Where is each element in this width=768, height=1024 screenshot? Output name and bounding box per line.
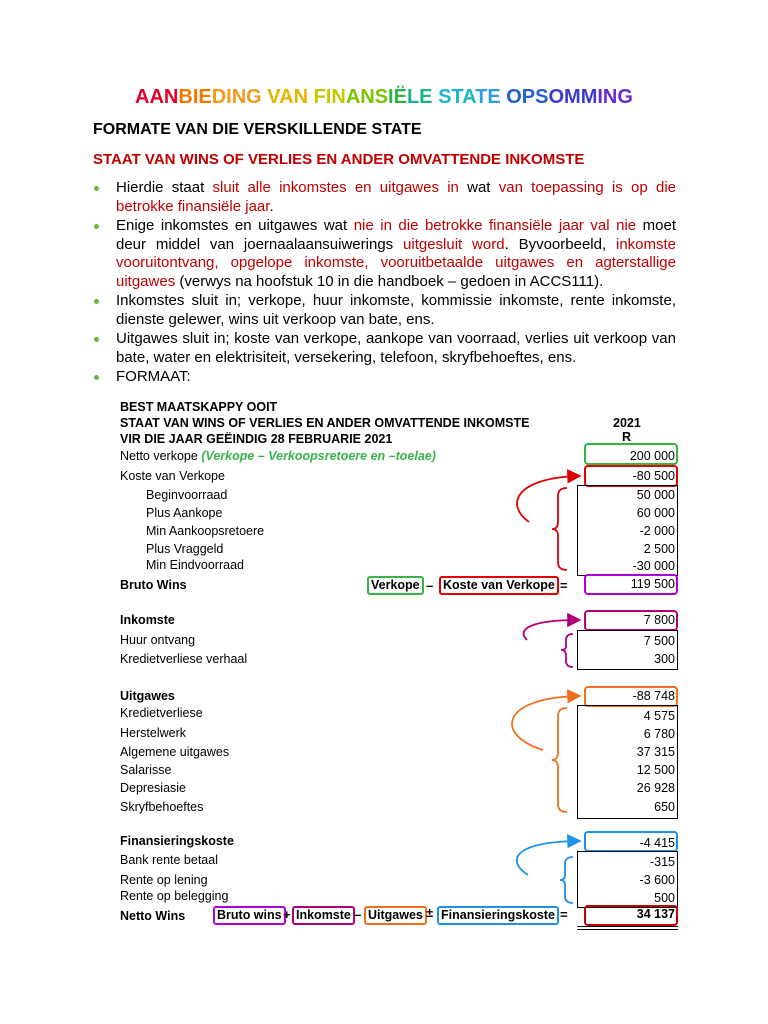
- kvv-item-value: -2 000: [639, 524, 675, 538]
- finkoste-item-label: Rente op belegging: [120, 889, 229, 903]
- bullet-3: Inkomstes sluit in; verkope, huur inkomste, kommissie inkomste, rente inkomste, dienste gelewer, wins uit verkoop van bate, ens.: [93, 292, 676, 329]
- kvv-item-value: 50 000: [636, 488, 675, 502]
- formula-minus: –: [354, 907, 362, 922]
- title-segment: AAN: [135, 86, 179, 108]
- formula-inkomste: Inkomste: [292, 906, 355, 925]
- uitgawes-item-value: 6 780: [643, 727, 675, 741]
- finkoste-item-value: -3 600: [639, 873, 675, 887]
- netto-wins-label: Netto Wins: [120, 909, 186, 923]
- title-segment: TE: [475, 86, 507, 108]
- title-segment: IË: [388, 86, 407, 108]
- red-brace: [552, 488, 567, 570]
- formula-bruto-wins: Bruto wins: [213, 906, 286, 925]
- finkoste-value: -4 415: [639, 836, 675, 850]
- uitgawes-item-value: 4 575: [643, 709, 675, 723]
- inkomste-item-label: Huur ontvang: [120, 633, 196, 647]
- bullet-4: Uitgawes sluit in; koste van verkope, aankope van voorraad, verlies uit verkoop van bate, water en elektrisiteit, versekering, telefoon, skryfbehoeftes, ens.: [93, 330, 676, 367]
- currency-header: R: [622, 430, 632, 444]
- bullet-2: Enige inkomstes en uitgawes wat nie in die betrokke finansiële jaar val nie moet deur middel van joernaalaansuiwerings uitgesluit word. Byvoorbeeld, inkomste vooruitontvang, opgelope inkomste, vooruitbetaalde uitgawes en agterstallige uitgawes (verwys na hoofstuk 10 in die handboek – gedoen in ACCS111).: [93, 217, 676, 291]
- statement-period: VIR DIE JAAR GEËINDIG 28 FEBRUARIE 2021: [120, 432, 393, 446]
- uitgawes-item-label: Kredietverliese: [120, 706, 203, 720]
- title-segment: OPS: [506, 86, 549, 108]
- kvv-item-label: Min Aankoopsretoere: [146, 524, 265, 538]
- blue-brace: [560, 857, 573, 903]
- uitgawes-item-value: 26 928: [636, 781, 675, 795]
- uitgawes-item-label: Algemene uitgawes: [120, 745, 230, 759]
- title-segment: ING: [597, 86, 633, 108]
- formula-equals: =: [560, 907, 568, 922]
- formula-finkoste: Finansieringskoste: [437, 906, 559, 925]
- statement-title: STAAT VAN WINS OF VERLIES EN ANDER OMVATTENDE INKOMSTE: [120, 416, 530, 430]
- finkoste-item-label: Bank rente betaal: [120, 853, 218, 867]
- title-segment: ANS: [345, 86, 389, 108]
- kvv-item-value: 2 500: [643, 542, 675, 556]
- title-segment: OMM: [548, 86, 598, 108]
- orange-arrow: [512, 696, 578, 750]
- finkoste-item-value: -315: [649, 855, 675, 869]
- title-segment: STA: [438, 86, 476, 108]
- kvv-item-value: -30 000: [632, 559, 675, 573]
- netto-verkope-note: (Verkope – Verkoopsretoere en –toelae): [201, 449, 436, 463]
- inkomste-label: Inkomste: [120, 613, 175, 627]
- section-heading: FORMATE VAN DIE VERSKILLENDE STATE: [93, 121, 422, 138]
- title-segment: FIN: [313, 86, 346, 108]
- magenta-arrow: [524, 620, 578, 640]
- title-segment: VAN: [261, 86, 314, 108]
- formula-verkope: Verkope: [367, 576, 424, 595]
- orange-brace: [552, 708, 567, 812]
- formula-kvv: Koste van Verkope: [439, 576, 559, 595]
- kvv-label: Koste van Verkope: [120, 469, 225, 483]
- bruto-wins-label: Bruto Wins: [120, 578, 187, 592]
- uitgawes-item-value: 12 500: [636, 763, 675, 777]
- subsection-heading: STAAT VAN WINS OF VERLIES EN ANDER OMVATTENDE INKOMSTE: [93, 151, 585, 168]
- magenta-brace: [561, 634, 573, 667]
- kvv-value: -80 500: [632, 469, 675, 483]
- red-arrow: [517, 476, 578, 522]
- inkomste-value: 7 800: [643, 613, 675, 627]
- uitgawes-item-value: 37 315: [636, 745, 675, 759]
- netto-verkope-label: Netto verkope (Verkope – Verkoopsretoere en –toelae): [120, 449, 436, 463]
- netto-wins-value: 34 137: [636, 907, 675, 921]
- title-segment: BIE: [178, 86, 212, 108]
- uitgawes-item-label: Salarisse: [120, 763, 172, 777]
- kvv-item-label: Min Eindvoorraad: [146, 558, 244, 572]
- formula-plus: +: [283, 907, 291, 922]
- kvv-item-label: Beginvoorraad: [146, 488, 228, 502]
- netto-verkope-value: 200 000: [629, 449, 675, 463]
- title-segment: LE: [406, 86, 439, 108]
- kvv-item-label: Plus Vraggeld: [146, 542, 224, 556]
- formula-plusminus: ±: [426, 905, 434, 920]
- uitgawes-item-value: 650: [654, 800, 675, 814]
- finkoste-label: Finansieringskoste: [120, 834, 234, 848]
- title-segment: DING: [211, 86, 262, 108]
- bullet-5: FORMAAT:: [93, 368, 676, 387]
- uitgawes-item-label: Skryfbehoeftes: [120, 800, 204, 814]
- inkomste-item-value: 7 500: [643, 634, 675, 648]
- uitgawes-item-label: Depresiasie: [120, 781, 187, 795]
- inkomste-item-label: Kredietverliese verhaal: [120, 652, 248, 666]
- kvv-item-label: Plus Aankope: [146, 506, 223, 520]
- inkomste-item-value: 300: [654, 652, 675, 666]
- formula-uitgawes: Uitgawes: [364, 906, 427, 925]
- finkoste-item-value: 500: [654, 891, 675, 905]
- uitgawes-item-label: Herstelwerk: [120, 726, 186, 740]
- kvv-item-value: 60 000: [636, 506, 675, 520]
- bruto-wins-value: 119 500: [630, 577, 675, 591]
- formula-equals: =: [560, 578, 568, 593]
- finkoste-item-label: Rente op lening: [120, 873, 208, 887]
- year-header: 2021: [613, 416, 641, 430]
- bullet-1: Hierdie staat sluit alle inkomstes en uitgawes in wat van toepassing is op die betrokke finansiële jaar.: [93, 179, 676, 216]
- company-name: BEST MAATSKAPPY OOIT: [120, 400, 278, 414]
- uitgawes-label: Uitgawes: [120, 689, 175, 703]
- uitgawes-value: -88 748: [632, 689, 675, 703]
- formula-minus: –: [426, 578, 434, 593]
